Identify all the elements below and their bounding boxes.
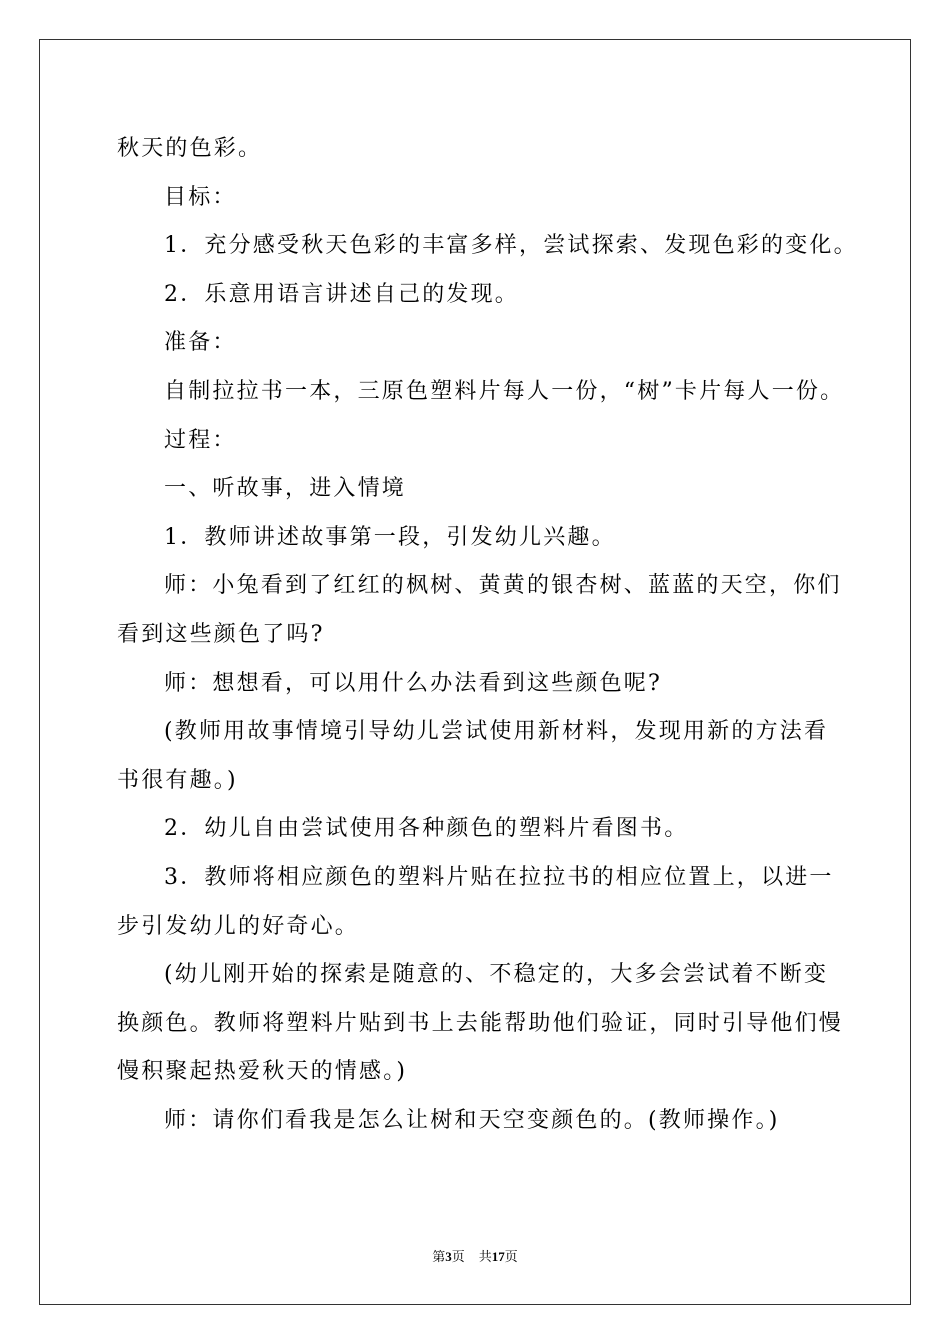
paragraph-line: 过程：	[164, 427, 237, 453]
document-body	[117, 125, 858, 1145]
paragraph-line: 准备：	[164, 330, 237, 356]
page-label-suffix: 页	[451, 1249, 465, 1264]
paragraph-line: 自制拉拉书一本，三原色塑料片每人一份，“树”卡片每人一份。	[164, 378, 845, 404]
paragraph-line: 看到这些颜色了吗?	[117, 621, 325, 647]
paragraph-line: 换颜色。教师将塑料片贴到书上去能帮助他们验证，同时引导他们慢	[117, 1010, 844, 1036]
total-label-suffix: 页	[504, 1249, 518, 1264]
paragraph-line: 目标：	[164, 184, 237, 210]
paragraph-line: (幼儿刚开始的探索是随意的、不稳定的，大多会尝试着不断变	[164, 962, 829, 988]
paragraph-line: 秋天的色彩。	[117, 136, 263, 161]
paragraph-line: 步引发幼儿的好奇心。	[117, 913, 360, 939]
paragraph-line: (教师用故事情境引导幼儿尝试使用新材料，发现用新的方法看	[164, 719, 829, 745]
paragraph-line: 书很有趣。)	[117, 767, 238, 793]
paragraph-line: 师：想想看，可以用什么办法看到这些颜色呢?	[164, 670, 662, 696]
paragraph-line: 1．充分感受秋天色彩的丰富多样，尝试探索、发现色彩的变化。	[164, 233, 858, 259]
total-label-prefix: 共	[478, 1249, 492, 1264]
paragraph-line: 1．教师讲述故事第一段，引发幼儿兴趣。	[164, 524, 616, 550]
paragraph-line: 一、听故事，进入情境	[164, 476, 407, 502]
paragraph-line: 3．教师将相应颜色的塑料片贴在拉拉书的相应位置上，以进一	[164, 864, 834, 890]
paragraph-line: 慢积聚起热爱秋天的情感。)	[117, 1059, 408, 1085]
total-pages: 17	[491, 1249, 505, 1264]
page-number: 3	[445, 1249, 452, 1264]
paragraph-line: 师：小兔看到了红红的枫树、黄黄的银杏树、蓝蓝的天空，你们	[164, 573, 842, 599]
page-label-prefix: 第	[432, 1249, 446, 1264]
paragraph-line: 2．幼儿自由尝试使用各种颜色的塑料片看图书。	[164, 816, 689, 842]
page-footer	[0, 1246, 950, 1265]
paragraph-line: 师：请你们看我是怎么让树和天空变颜色的。(教师操作。)	[164, 1107, 780, 1133]
paragraph-line: 2．乐意用语言讲述自己的发现。	[164, 281, 519, 307]
